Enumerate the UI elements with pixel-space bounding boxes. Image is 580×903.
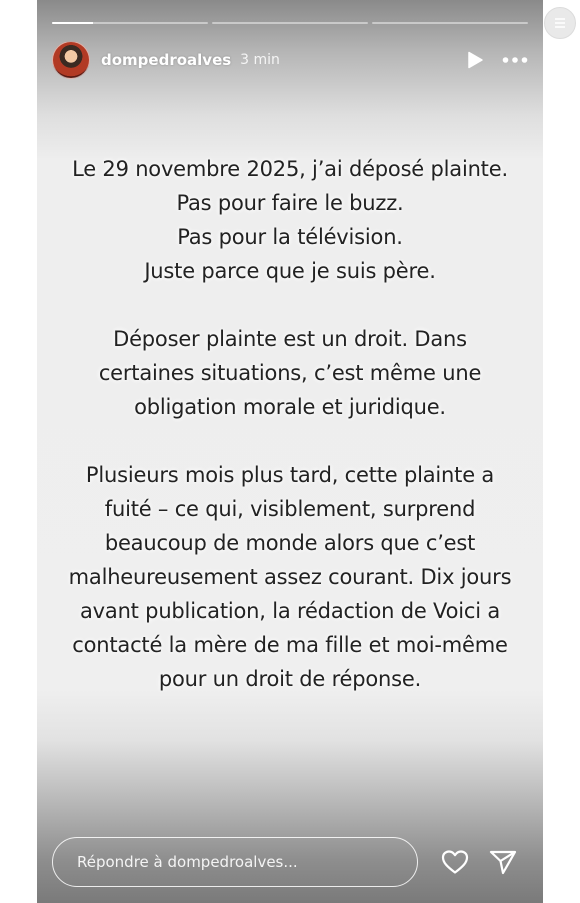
text-line: certaines situations, c’est même une [98,361,482,385]
story-header [52,40,528,80]
send-icon [489,849,517,875]
progress-segment [212,22,368,24]
text-line: obligation morale et juridique. [134,395,446,419]
progress-segment [52,22,208,24]
text-line: Juste parce que je suis père. [144,259,436,283]
reply-input[interactable] [52,837,418,887]
like-button[interactable] [441,849,469,875]
text-line: Déposer plainte est un droit. Dans [113,327,467,351]
menu-lines-icon [553,16,567,30]
username[interactable]: dompedroalves [101,51,232,69]
corner-button[interactable] [544,7,576,39]
play-button[interactable] [466,50,484,70]
story-viewer[interactable] [37,0,543,903]
avatar[interactable] [52,41,90,79]
text-line: Pas pour faire le buzz. [176,191,404,215]
text-line: contacté la mère de ma fille et moi-même [72,633,508,657]
progress-segment [372,22,528,24]
post-time: 3 min [240,52,280,68]
story-progress-bar [52,22,528,24]
text-line: Le 29 novembre 2025, j’ai déposé plainte. [72,157,508,181]
story-footer [52,836,528,888]
more-icon [502,56,528,64]
heart-icon [441,849,469,875]
text-line: Pas pour la télévision. [177,225,403,249]
text-line: avant publication, la rédaction de Voici a [80,599,500,623]
text-line: malheureusement assez courant. Dix jours [68,565,512,589]
play-icon [466,50,484,70]
story-text [37,152,543,730]
text-line: beaucoup de monde alors que c’est [104,531,476,555]
text-line: Plusieurs mois plus tard, cette plainte a [85,463,495,487]
share-button[interactable] [489,849,517,875]
paragraph-3 [37,458,543,696]
paragraph-1 [37,152,543,288]
more-options-button[interactable] [502,56,528,64]
text-line: fuité – ce qui, visiblement, surprend [104,497,476,521]
text-line: pour un droit de réponse. [158,667,422,691]
paragraph-2 [37,322,543,424]
reply-placeholder: Répondre à dompedroalves... [77,853,298,871]
